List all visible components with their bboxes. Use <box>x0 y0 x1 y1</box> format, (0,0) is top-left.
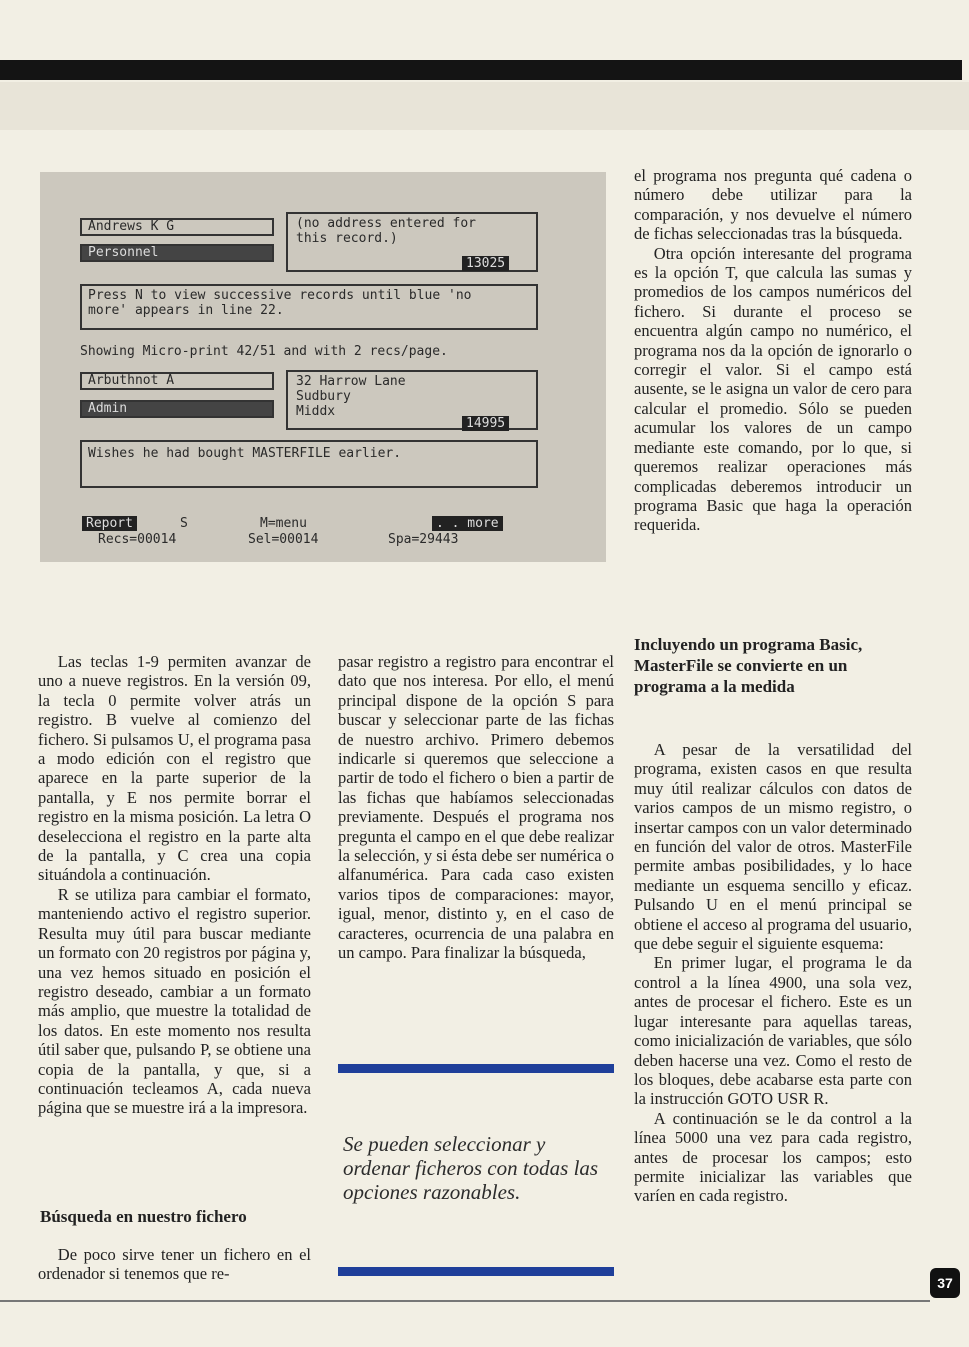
bottom-rule <box>0 1300 930 1302</box>
paragraph: el programa nos pregunta qué cadena o número debe utilizar para la comparación, y nos devuelve el número de fichas seleccionadas tras la búsqueda. <box>634 166 912 244</box>
page-number: 37 <box>930 1268 960 1298</box>
col3-top-text <box>634 166 912 535</box>
record2-number: 14995 <box>462 416 509 431</box>
record2-note: Wishes he had bought MASTERFILE earlier. <box>88 446 402 461</box>
record2-address: 32 Harrow Lane Sudbury Middx <box>296 374 406 419</box>
top-black-bar <box>0 60 962 80</box>
instruction-text: Press N to view successive records until blue 'no more' appears in line 22. <box>88 288 472 318</box>
pull-quote: Se pueden seleccionar y ordenar ficheros con todas las opciones razonables. <box>343 1132 599 1204</box>
status-spa: Spa=29443 <box>388 532 459 547</box>
blue-rule-top <box>338 1064 614 1073</box>
paragraph: En primer lugar, el programa le da control a la línea 4900, una sola vez, antes de procesar el fichero. Este es un lugar interesante para aquellas tareas, como inicialización de variables, que sólo deben hacerse una vez. Como el resto de los bloques, debe acabarse esta parte con la instrucción GOTO USR R. <box>634 953 912 1109</box>
col3-text <box>634 740 912 1206</box>
record1-dept-field: Personnel <box>80 244 274 262</box>
record1-name-field: Andrews K G <box>80 218 274 236</box>
col1-after-text <box>38 1245 311 1284</box>
paragraph: A continuación se le da control a la línea 5000 una vez para cada registro, antes de procesar los campos; esto permite inicializar las variables que varíen en cada registro. <box>634 1108 912 1206</box>
col1-text <box>38 652 311 1118</box>
record2-name-field: Arbuthnot A <box>80 372 274 390</box>
record1-address: (no address entered for this record.) <box>296 216 477 246</box>
section-heading-basic: Incluyendo un programa Basic, MasterFile se convierte en un programa a la medida <box>634 635 863 696</box>
screenshot-figure <box>40 172 606 562</box>
showing-line: Showing Micro-print 42/51 and with 2 recs/page. <box>80 344 448 359</box>
status-s: S <box>180 516 188 531</box>
status-report: Report <box>82 516 137 531</box>
section-heading-busqueda: Búsqueda en nuestro fichero <box>40 1207 247 1226</box>
paragraph: A pesar de la versatilidad del programa, existen casos en que resulta muy útil realizar cálculos con datos de varios campos de un mismo registro, o insertar campos con un valor determinado en función del valor de otros. MasterFile permite ambas posibilidades, y lo hace mediante un esquema sencillo y eficaz. Pulsando U en el menú principal se obtiene el acceso al programa del usuario, que debe seguir el siguiente esquema: <box>634 740 912 954</box>
status-recs: Recs=00014 <box>98 532 177 547</box>
blue-rule-bottom <box>338 1267 614 1276</box>
paragraph: Otra opción interesante del programa es la opción T, que calcula las sumas y promedios de los campos numéricos del fichero. Si durante el proceso se encuentra algún campo no numérico, el programa nos da la opción de ignorarlo o corregir el valor. Si el campo está ausente, se le asigna un valor de cero para calcular el promedio. Sólo se pueden acumular los valores de un campo mediante este comando, por lo que, si queremos realizar operaciones más complicadas deberemos introducir un programa Basic que haga la operación requerida. <box>634 243 912 535</box>
status-more: . . more <box>432 516 503 531</box>
record2-dept-field: Admin <box>80 400 274 418</box>
col2-text <box>338 652 614 963</box>
paragraph: Las teclas 1-9 permiten avanzar de uno a nueve registros. En la versión 09, la tecla 0 permite volver atrás un registro. B vuelve al comienzo del fichero. Si pulsamos U, el programa pasa a modo edición con el registro que aparece en la parte superior de la pantalla, y E nos permite borrar el registro en la misma posición. La letra O deselecciona el registro en la parte alta de la pantalla, y C crea una copia situándola a continuación. <box>38 652 311 885</box>
paragraph: R se utiliza para cambiar el formato, manteniendo activo el registro superior. Resulta muy útil para buscar mediante un formato con 20 registros por página y, una vez hemos situado en posición el registro deseado, cambiar a un formato más amplio, que muestre la totalidad de los datos. En este momento nos resulta útil saber que, pulsando P, se obtiene una copia de la pantalla, y que, si a continuación tecleamos A, cada nueva página que se muestre irá a la impresora. <box>38 884 311 1118</box>
paragraph: De poco sirve tener un fichero en el ordenador si tenemos que re- <box>38 1245 311 1284</box>
status-menu: M=menu <box>260 516 307 531</box>
status-sel: Sel=00014 <box>248 532 319 547</box>
record1-number: 13025 <box>462 256 509 271</box>
top-band <box>0 82 969 130</box>
paragraph: pasar registro a registro para encontrar el dato que nos interesa. Por ello, el menú principal dispone de la opción S para buscar y seleccionar parte de las fichas de nuestro archivo. Primero debemos indicarle si queremos que seleccione a partir de todo el fichero o bien a partir de las fichas que habíamos seleccionadas previamente. Después el programa nos pregunta el campo en el que debe realizar la selección, y si ésta debe ser numérica o alfanumérica. Para cada caso existen varios tipos de comparaciones: mayor, igual, menor, distinto y, en el caso de caracteres, ocurrencia de una palabra en un campo. Para finalizar la búsqueda, <box>338 652 614 963</box>
